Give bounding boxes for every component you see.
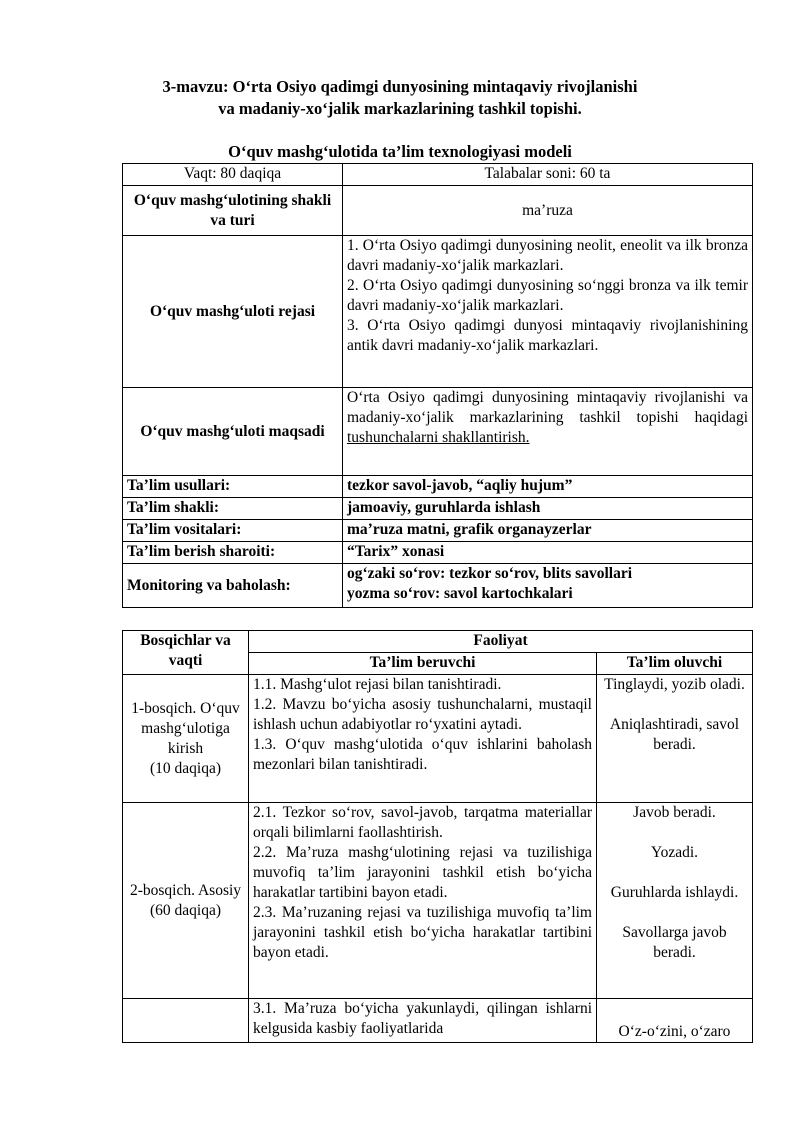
title-line-1: 3-mavzu: O‘rta Osiyo qadimgi dunyosining mintaqaviy rivojlanishi <box>162 77 638 96</box>
stage-1-teacher <box>249 675 597 803</box>
student-column-header: Ta’lim oluvchi <box>597 653 753 675</box>
stage-1-cell <box>123 675 249 803</box>
title-line-2: va madaniy-xo‘jalik markazlarining tashkil topishi. <box>218 99 582 118</box>
monitoring-label: Monitoring va baholash: <box>123 564 343 608</box>
time-cell: Vaqt: 80 daqiqa <box>123 164 343 186</box>
stage-time: (10 daqiqa) <box>149 759 221 777</box>
document-title <box>120 76 680 120</box>
methods-label: Ta’lim usullari: <box>123 476 343 498</box>
students-cell: Talabalar soni: 60 ta <box>343 164 753 186</box>
plan-item: 2. O‘rta Osiyo qadimgi dunyosining so‘nggi bronza va ilk temir davri madaniy-xo‘jalik markazlari. <box>347 277 748 314</box>
conditions-value: “Tarix” xonasi <box>343 542 753 564</box>
form-label: O‘quv mashg‘ulotining shakli va turi <box>123 186 343 236</box>
teacher-step: 1.2. Mavzu bo‘yicha asosiy tushunchalarni, mustaqil ishlash uchun adabiyotlar ro‘yxatini aytadi. <box>253 696 592 733</box>
teacher-column-header: Ta’lim beruvchi <box>249 653 597 675</box>
stage-2-student <box>597 803 753 999</box>
stage-2-cell <box>123 803 249 999</box>
monitoring-value <box>343 564 753 608</box>
student-step: Yozadi. <box>650 844 699 861</box>
stage-column-header: Bosqichlar va vaqti <box>123 631 249 675</box>
form-type-label: Ta’lim shakli: <box>123 498 343 520</box>
teacher-step: 1.1. Mashg‘ulot rejasi bilan tanishtiradi. <box>253 676 502 693</box>
stages-table <box>122 630 753 1043</box>
teacher-step: 2.1. Tezkor so‘rov, savol-javob, tarqatma materiallar orqali bilimlarni faollashtirish. <box>253 804 592 841</box>
goal-label: O‘quv mashg‘uloti maqsadi <box>123 388 343 476</box>
teacher-step: 2.2. Ma’ruza mashg‘ulotining rejasi va tuzilishiga muvofiq ta’lim jarayonini tashkil etish bo‘yicha harakatlar tartibini bayon etadi. <box>253 844 592 901</box>
stage-time: (60 daqiqa) <box>149 901 221 919</box>
stage-3-teacher: 3.1. Ma’ruza bo‘yicha yakunlaydi, qilingan ishlarni kelgusida kasbiy faoliyatlarida <box>249 999 597 1043</box>
goal-text-underlined: tushunchalarni shakllantirish. <box>347 429 530 446</box>
stage-3-cell <box>123 999 249 1043</box>
student-step: Tinglaydi, yozib oladi. <box>604 676 745 693</box>
student-step: Javob beradi. <box>633 804 716 821</box>
goal-text: O‘rta Osiyo qadimgi dunyosining mintaqaviy rivojlanishi va madaniy-xo‘jalik markazlarining tashkil topishi haqidagi <box>347 389 748 426</box>
technology-model-table <box>122 163 753 608</box>
methods-value: tezkor savol-javob, “aqliy hujum” <box>343 476 753 498</box>
form-value: ma’ruza <box>343 186 753 236</box>
plan-item: 3. O‘rta Osiyo qadimgi dunyosi mintaqaviy rivojlanishining antik davri madaniy-xo‘jalik markazlari. <box>347 317 748 354</box>
monitoring-line: yozma so‘rov: savol kartochkalari <box>347 585 573 602</box>
stage-3-student: O‘z-o‘zini, o‘zaro <box>597 999 753 1043</box>
student-step: Guruhlarda ishlaydi. <box>610 884 739 901</box>
stage-name: 1-bosqich. O‘quv mashg‘ulotiga kirish <box>131 699 240 757</box>
tools-label: Ta’lim vositalari: <box>123 520 343 542</box>
stage-2-teacher <box>249 803 597 999</box>
goal-value <box>343 388 753 476</box>
tools-value: ma’ruza matni, grafik organayzerlar <box>343 520 753 542</box>
stage-name: 2-bosqich. Asosiy <box>129 881 242 899</box>
activity-column-header: Faoliyat <box>249 631 753 653</box>
plan-item: 1. O‘rta Osiyo qadimgi dunyosining neolit, eneolit va ilk bronza davri madaniy-xo‘jalik markazlari. <box>347 237 748 274</box>
table-subtitle: O‘quv mashg‘ulotida ta’lim texnologiyasi modeli <box>228 142 572 161</box>
plan-label: O‘quv mashg‘uloti rejasi <box>123 236 343 388</box>
teacher-step: 1.3. O‘quv mashg‘ulotida o‘quv ishlarini baholash mezonlari bilan tanishtiradi. <box>253 736 592 773</box>
conditions-label: Ta’lim berish sharoiti: <box>123 542 343 564</box>
student-step: Aniqlashtiradi, savol beradi. <box>609 716 740 753</box>
form-type-value: jamoaviy, guruhlarda ishlash <box>343 498 753 520</box>
stage-1-student <box>597 675 753 803</box>
monitoring-line: og‘zaki so‘rov: tezkor so‘rov, blits savollari <box>347 565 633 582</box>
teacher-step: 2.3. Ma’ruzaning rejasi va tuzilishiga muvofiq ta’lim jarayonini tashkil etish bo‘yicha harakatlar tartibini bayon etadi. <box>253 904 592 961</box>
student-step: Savollarga javob beradi. <box>622 924 727 961</box>
plan-items <box>343 236 753 388</box>
